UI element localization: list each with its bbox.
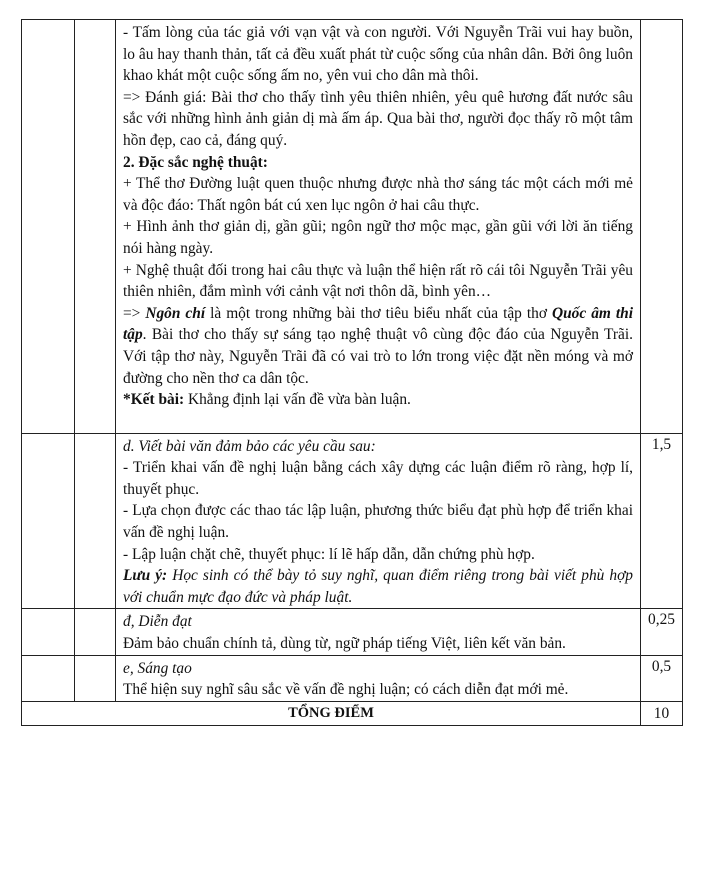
paragraph: => Ngôn chí là một trong những bài thơ tiêu biểu nhất của tập thơ Quốc âm thi tập. Bài thơ cho thấy sự sáng tạo nghệ thuật vô cùng độc đáo của Nguyễn Trãi. Với tập thơ này, Nguyễn Trãi đã có vai trò to lớn trong việc đặt nền móng và mở đường cho nền thơ ca dân tộc. [123,304,633,387]
score-cell: 1,5 [641,433,683,609]
total-row [22,701,683,725]
empty-cell [22,655,75,701]
poem-title: Ngôn chí [145,304,206,322]
criterion-item: - Lựa chọn được các thao tác lập luận, phương thức biểu đạt phù hợp để triển khai vấn đề nghị luận. [123,502,633,542]
note: Lưu ý: Học sinh có thể bày tỏ suy nghĩ, quan điểm riêng trong bài viết phù hợp với chuẩn mực đạo đức và pháp luật. [123,567,633,606]
criterion-text: Thể hiện suy nghĩ sâu sắc về vấn đề nghị luận; có cách diễn đạt mới mẻ. [123,681,569,699]
score-cell: 0,5 [641,655,683,701]
scoring-rubric-table [21,19,683,726]
empty-cell [75,433,116,609]
score-cell: 0,25 [641,609,683,655]
table-row [22,433,683,609]
empty-cell [22,609,75,655]
score-cell [641,20,683,434]
table-row [22,20,683,434]
total-label: TỔNG ĐIỂM [22,701,641,725]
content-cell [116,655,641,701]
table-row [22,655,683,701]
collection-title: Quốc âm thi tập [123,304,633,344]
empty-cell [75,655,116,701]
content-cell [116,20,641,434]
table-row [22,609,683,655]
content-cell [116,609,641,655]
criterion-text: Đảm bảo chuẩn chính tả, dùng từ, ngữ pháp tiếng Việt, liên kết văn bản. [123,635,566,653]
section-heading: 2. Đặc sắc nghệ thuật: [123,153,268,171]
paragraph: + Hình ảnh thơ giản dị, gần gũi; ngôn ngữ thơ mộc mạc, gần gũi với lời ăn tiếng nói hàng ngày. [123,218,633,257]
criterion-title: e, Sáng tạo [123,659,192,677]
content-cell [116,433,641,609]
total-score: 10 [641,701,683,725]
empty-cell [22,433,75,609]
criterion-item: - Triển khai vấn đề nghị luận bằng cách xây dựng các luận điểm rõ ràng, hợp lí, thuyết phục. [123,459,633,498]
paragraph: + Nghệ thuật đối trong hai câu thực và luận thể hiện rất rõ cái tôi Nguyễn Trãi yêu thiên nhiên, đắm mình với cảnh vật nơi thôn dã, bình yên… [123,261,633,301]
criterion-title: đ, Diễn đạt [123,613,192,631]
criterion-item: - Lập luận chặt chẽ, thuyết phục: lí lẽ hấp dẫn, dẫn chứng phù hợp. [123,545,535,563]
empty-cell [22,20,75,434]
paragraph: - Tấm lòng của tác giả với vạn vật và con người. Với Nguyễn Trãi vui hay buồn, lo âu hay thanh thản, tất cả đều xuất phát từ cuộc sống của nhân dân. Bởi ông luôn khao khát một cuộc sống ấm no, yên vui cho dân mà thôi. [123,24,633,85]
empty-cell [75,609,116,655]
paragraph: => Đánh giá: Bài thơ cho thấy tình yêu thiên nhiên, yêu quê hương đất nước sâu sắc với những hình ảnh giản dị mà ấm áp. Qua bài thơ, người đọc thấy rõ một tâm hồn đẹp, cao cả, đáng quý. [123,88,633,149]
conclusion: *Kết bài: Khẳng định lại vấn đề vừa bàn luận. [123,391,411,409]
empty-cell [75,20,116,434]
criterion-title: d. Viết bài văn đảm bảo các yêu cầu sau: [123,437,376,455]
paragraph: + Thể thơ Đường luật quen thuộc nhưng được nhà thơ sáng tác một cách mới mẻ và độc đáo: Thất ngôn bát cú xen lục ngôn ở hai câu thực. [123,175,633,214]
